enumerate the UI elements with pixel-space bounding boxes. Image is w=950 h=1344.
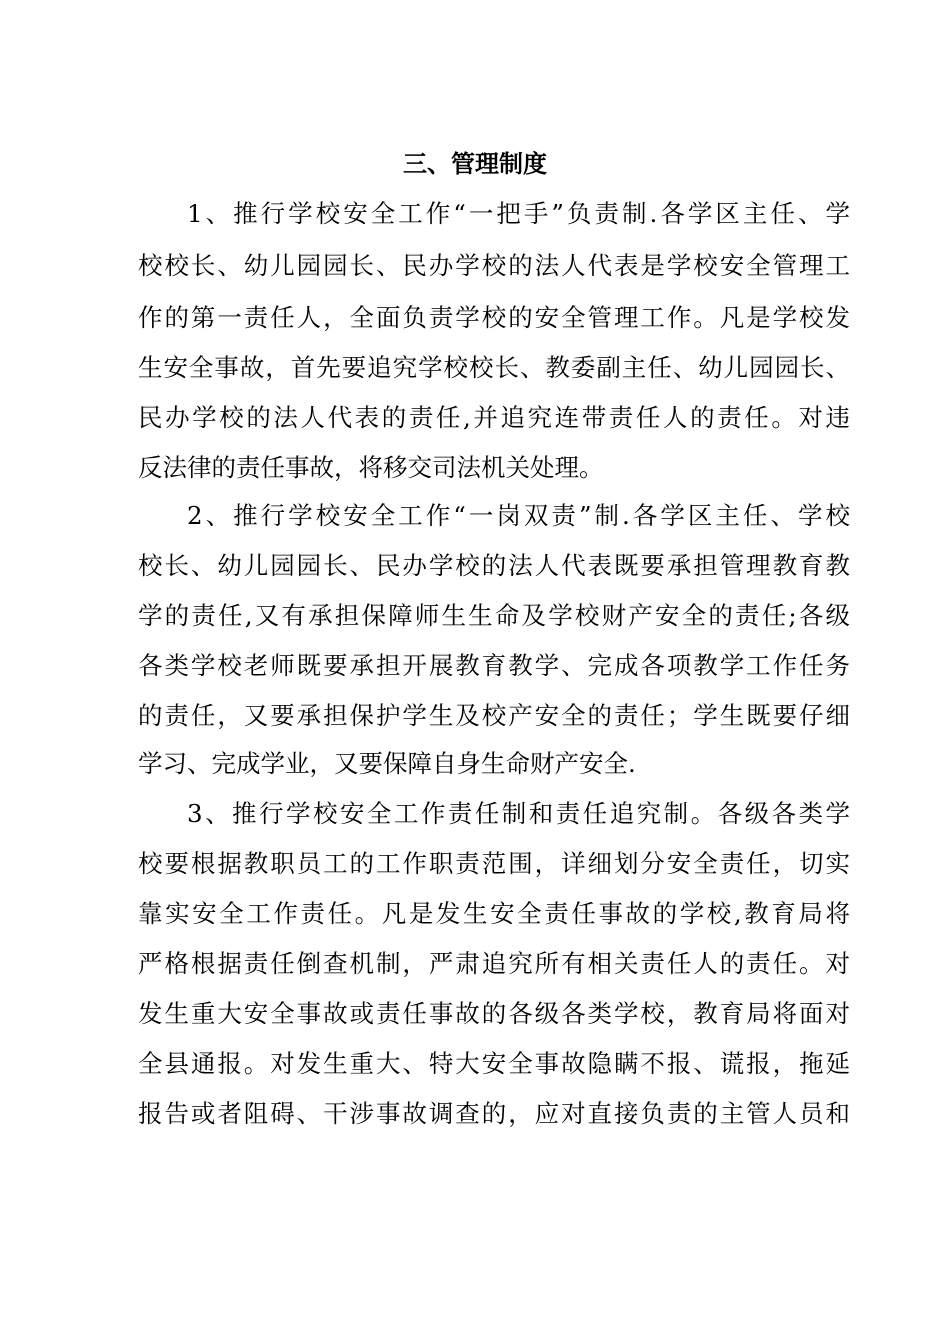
para3-line1: 3、推行学校安全工作责任制和责任追究制。各级各类学	[187, 799, 850, 828]
para3-line2: 校要根据教职员工的工作职责范围，详细划分安全责任，切实	[138, 849, 850, 878]
para3-line3: 靠实安全工作责任。凡是发生安全责任事故的学校,教育局将	[138, 899, 850, 928]
para1-line3: 作的第一责任人，全面负责学校的安全管理工作。凡是学校发	[138, 303, 850, 332]
para1-line6: 反法律的责任事故，将移交司法机关处理。	[138, 453, 604, 482]
para1-line1: 1、推行学校安全工作“一把手”负责制.各学区主任、学	[187, 199, 850, 228]
section-title: 三、管理制度	[403, 150, 547, 178]
para2-line5: 的责任，又要承担保护学生及校产安全的责任；学生既要仔细	[138, 701, 850, 730]
para2-line1: 2、推行学校安全工作“一岗双责”制.各学区主任、学校	[187, 501, 850, 530]
para3-line4: 严格根据责任倒查机制，严肃追究所有相关责任人的责任。对	[138, 949, 850, 978]
para2-line6: 学习、完成学业，又要保障自身生命财产安全.	[138, 749, 636, 778]
para1-line2: 校校长、幼儿园园长、民办学校的法人代表是学校安全管理工	[138, 251, 850, 280]
para1-line4: 生安全事故，首先要追究学校校长、教委副主任、幼儿园园长、	[138, 353, 850, 382]
para2-line2: 校长、幼儿园园长、民办学校的法人代表既要承担管理教育教	[138, 551, 850, 580]
para3-line7: 报告或者阻碍、干涉事故调查的，应对直接负责的主管人员和	[138, 1099, 850, 1128]
para3-line6: 全县通报。对发生重大、特大安全事故隐瞒不报、谎报，拖延	[138, 1049, 850, 1078]
para3-line5: 发生重大安全事故或责任事故的各级各类学校，教育局将面对	[138, 999, 850, 1028]
para1-line5: 民办学校的法人代表的责任,并追究连带责任人的责任。对违	[138, 403, 850, 432]
para2-line4: 各类学校老师既要承担开展教育教学、完成各项教学工作任务	[138, 651, 850, 680]
para2-line3: 学的责任,又有承担保障师生生命及学校财产安全的责任;各级	[138, 601, 850, 630]
